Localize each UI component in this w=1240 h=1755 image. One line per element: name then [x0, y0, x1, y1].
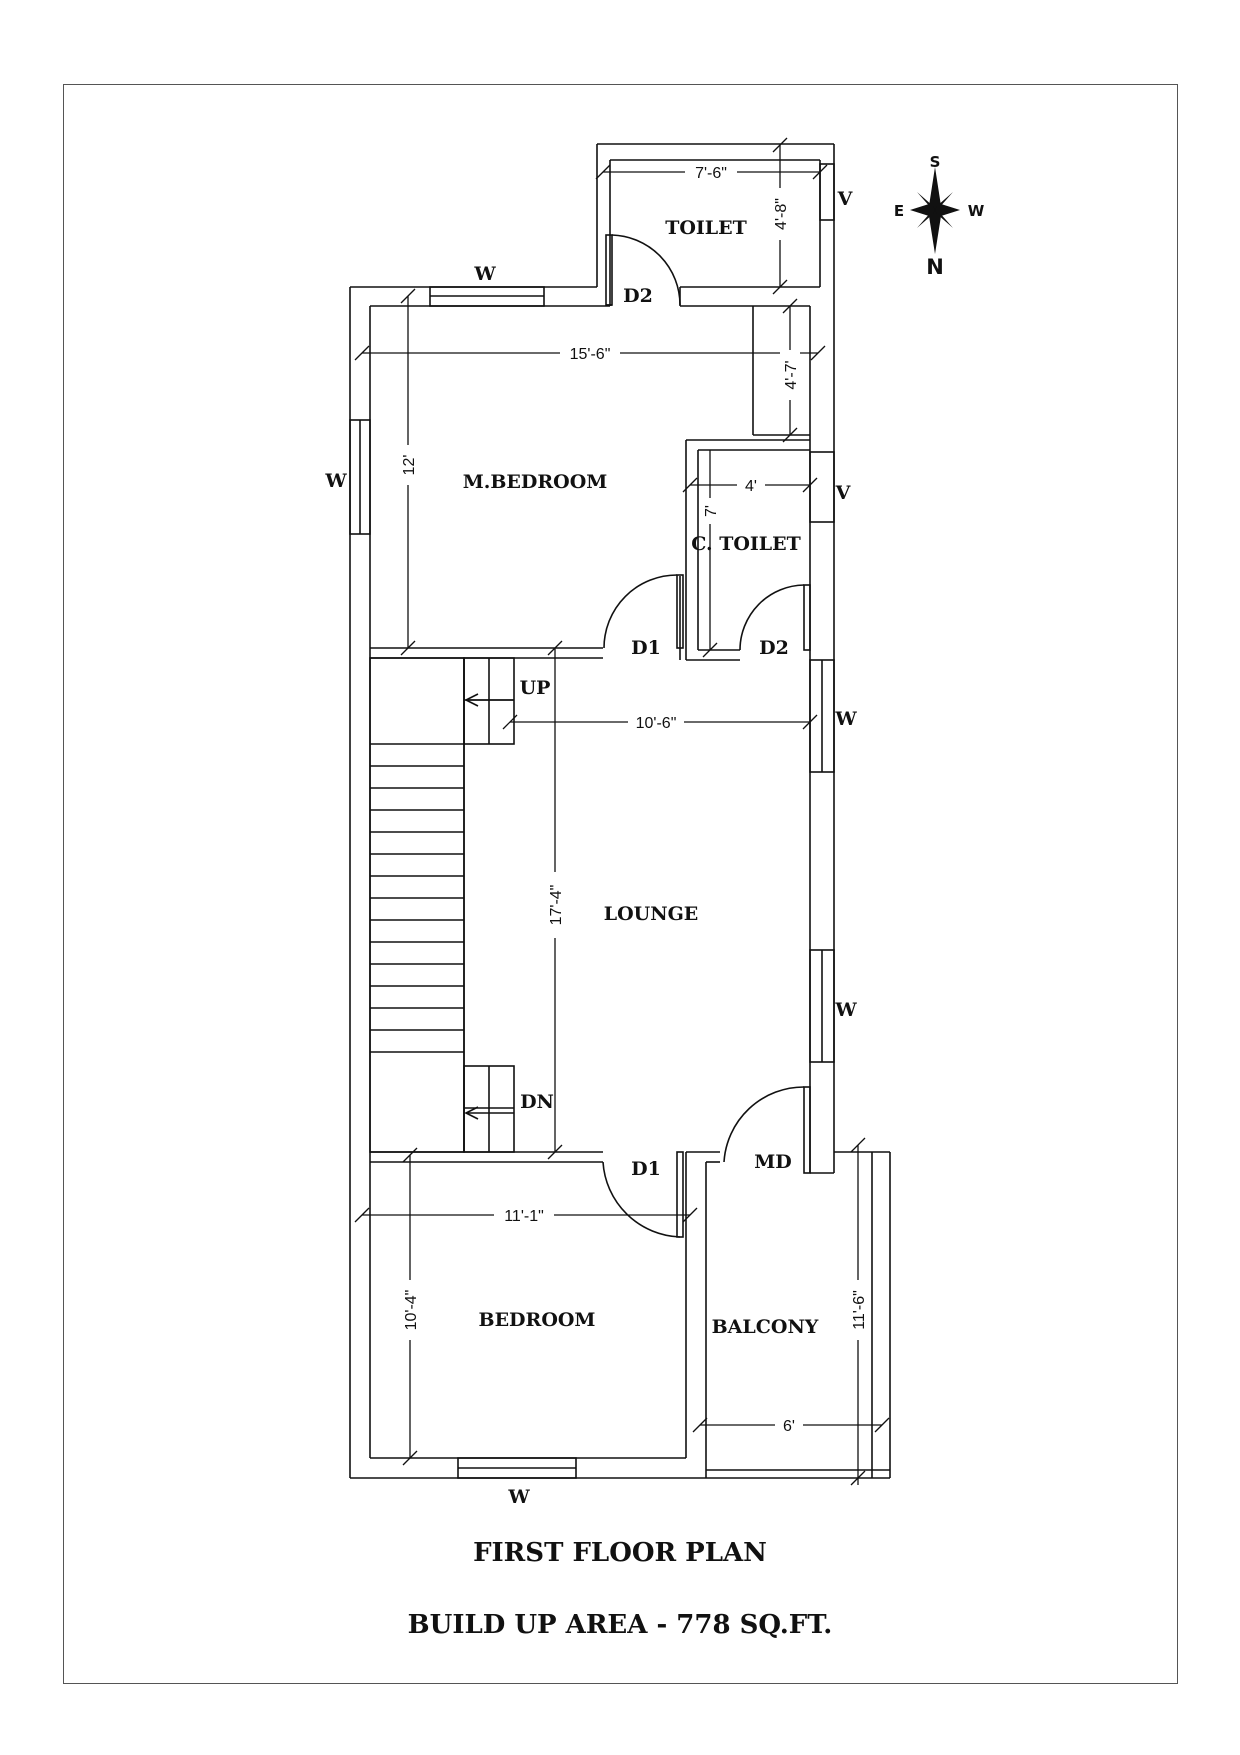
dim-mbed-depth: 12': [401, 454, 418, 476]
room-balcony: BALCONY: [711, 1316, 819, 1338]
dim-lounge-depth: 17'-4": [548, 884, 565, 926]
tag-stair-down: DN: [520, 1091, 554, 1113]
tag-door-d2-toilet: D2: [623, 285, 653, 307]
dim-ctoilet-depth: 7': [703, 505, 720, 517]
dim-balcony-depth: 11'-6": [851, 1290, 868, 1330]
room-common-toilet: C. TOILET: [691, 533, 801, 555]
tag-door-d1-bedroom: D1: [631, 1158, 661, 1180]
dim-toilet-width: 7'-6": [695, 165, 727, 182]
staircase: [370, 658, 514, 1152]
compass-east: E: [893, 202, 905, 220]
internal-walls: [370, 287, 834, 1478]
room-master-bedroom: M.BEDROOM: [462, 471, 608, 493]
tag-stair-up: UP: [519, 677, 551, 699]
windows: [350, 287, 834, 1478]
room-lounge: LOUNGE: [603, 903, 699, 925]
dim-ctoilet-width: 4': [745, 478, 757, 495]
tag-window-lounge-2: W: [835, 999, 857, 1021]
room-toilet: TOILET: [665, 217, 747, 239]
dim-bedroom-depth: 10'-4": [403, 1289, 420, 1331]
tag-ventilator-ctoilet: V: [835, 482, 851, 504]
plan-title: FIRST FLOOR PLAN: [473, 1538, 767, 1568]
dimension-lines: [355, 138, 889, 1485]
dim-toilet-depth: 4'-8": [773, 198, 790, 230]
ventilators: [810, 164, 834, 522]
compass-south: S: [929, 153, 941, 171]
dim-passage-depth: 4'-7': [783, 360, 800, 390]
dim-mbed-width: 15'-6": [569, 346, 611, 363]
tag-window-lounge-1: W: [835, 708, 857, 730]
compass-north: N: [926, 255, 944, 279]
tag-window-bottom: W: [508, 1486, 530, 1508]
tag-door-d1-mbed: D1: [631, 637, 661, 659]
dim-lounge-width: 10'-6": [635, 715, 677, 732]
build-up-area: BUILD UP AREA - 778 SQ.FT.: [407, 1610, 833, 1640]
tag-main-door: MD: [754, 1151, 792, 1173]
tag-window-top: W: [474, 263, 496, 285]
doors: [603, 235, 810, 1237]
tag-ventilator-toilet: V: [837, 188, 853, 210]
tag-door-d2-ctoilet: D2: [759, 637, 789, 659]
dim-bedroom-width: 11'-1": [504, 1208, 544, 1225]
compass-west: W: [967, 202, 985, 220]
tag-window-left: W: [325, 470, 347, 492]
dim-balcony-width: 6': [783, 1418, 795, 1435]
compass-icon: [894, 153, 985, 279]
room-bedroom: BEDROOM: [478, 1309, 596, 1331]
